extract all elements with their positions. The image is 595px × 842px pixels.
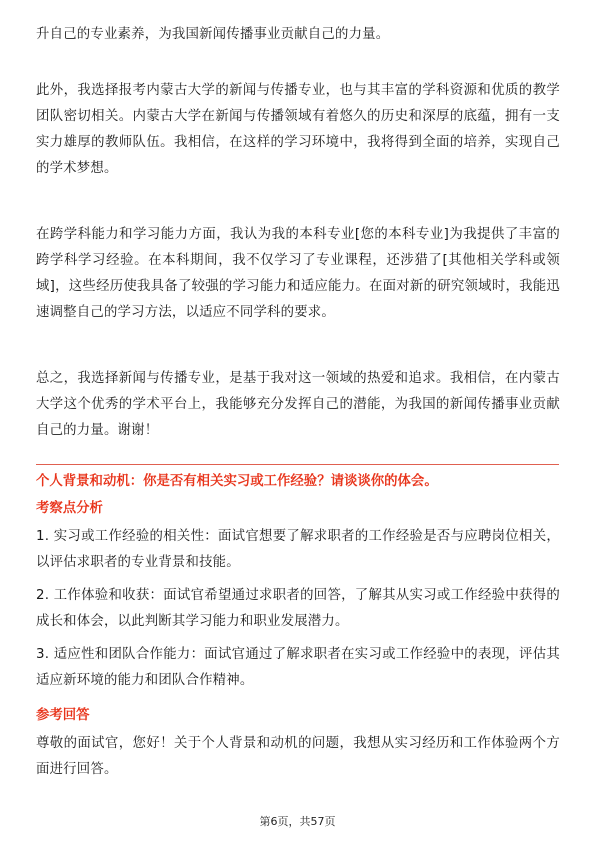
answer-heading: 参考回答 [36,708,90,723]
paragraph-conclusion: 总之，我选择新闻与传播专业，是基于我对这一领域的热爱和追求。我相信，在内蒙古大学这个优秀的学术平台上，我能够充分发挥自己的潜能，为我国的新闻传播事业贡献自己的力量。谢谢！ [36,371,560,438]
analysis-heading: 考察点分析 [36,501,103,516]
page-footer: 第6页，共57页 [259,815,336,828]
analysis-item-2: 2. 工作体验和收获：面试官希望通过求职者的回答，了解其从实习或工作经验中获得的成长和体会，以此判断其学习能力和职业发展潜力。 [36,588,560,629]
analysis-item-1: 1. 实习或工作经验的相关性：面试官想要了解求职者的工作经验是否与应聘岗位相关，以评估求职者的专业背景和技能。 [36,529,560,570]
paragraph-intro-end: 升自己的专业素养，为我国新闻传播事业贡献自己的力量。 [36,27,390,42]
question-heading: 个人背景和动机：你是否有相关实习或工作经验？请谈谈你的体会。 [36,474,438,489]
analysis-item-3: 3. 适应性和团队合作能力：面试官通过了解求职者在实习或工作经验中的表现，评估其适应新环境的能力和团队合作精神。 [36,647,560,688]
paragraph-university-reasons: 此外，我选择报考内蒙古大学的新闻与传播专业，也与其丰富的学科资源和优质的教学团队密切相关。内蒙古大学在新闻与传播领域有着悠久的历史和深厚的底蕴，拥有一支实力雄厚的教师队伍。我相信，在这样的学习环境中，我将得到全面的培养，实现自己的学术梦想。 [36,83,560,176]
answer-text: 尊敬的面试官，您好！关于个人背景和动机的问题，我想从实习经历和工作体验两个方面进行回答。 [36,736,560,777]
paragraph-interdisciplinary: 在跨学科能力和学习能力方面，我认为我的本科专业[您的本科专业]为我提供了丰富的跨学科学习经验。在本科期间，我不仅学习了专业课程，还涉猎了[其他相关学科或领域]，这些经历使我具备了较强的学习能力和适应能力。在面对新的研究领域时，我能迅速调整自己的学习方法，以适应不同学科的要求。 [36,227,560,320]
section-divider [36,464,559,465]
